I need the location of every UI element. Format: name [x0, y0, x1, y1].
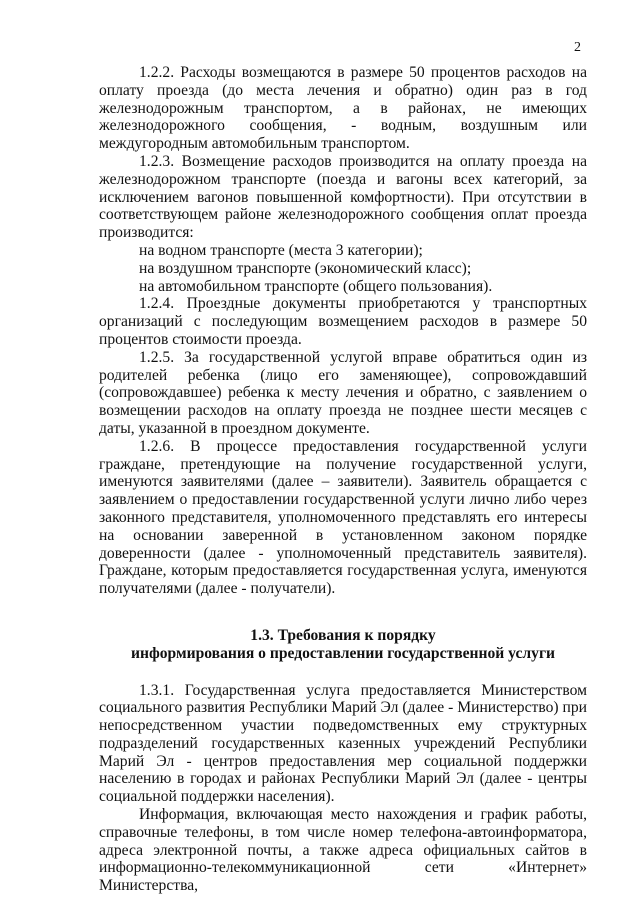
paragraph-1-2-2: 1.2.2. Расходы возмещаются в размере 50 процентов расходов на оплату проезда (до места лечения и обратно) один раз в год железнодорожным транспортом, а в районах, не имеющих железнодорожного сообщения, - водным, воздушным или междугородным автомобильным транспортом. [99, 64, 587, 153]
paragraph-1-3-1: 1.3.1. Государственная услуга предоставляется Министерством социального развития Республики Марий Эл (далее - Министерство) при непосредственном участии подведомственных ему структурных подразделений государственных казенных учреждений Республики Марий Эл - центров предоставления мер социальной поддержки населению в городах и районах Республики Марий Эл (далее - центры социальной поддержки населения). [99, 681, 587, 806]
transport-list-item-auto: на автомобильном транспорте (общего пользования). [139, 277, 493, 295]
paragraph-1-2-3: 1.2.3. Возмещение расходов производится на оплату проезда на железнодорожном транспорте (поезда и вагоны всех категорий, за исключением вагонов повышенной комфортности). При отсутствии в соответствующем районе железнодорожного сообщения оплат проезда производится: [99, 152, 587, 242]
section-heading-line-1: 1.3. Требования к порядку [250, 626, 436, 644]
paragraph-1-2-6: 1.2.6. В процессе предоставления государственной услуги граждане, претендующие на получение государственной услуги, именуются заявителями (далее – заявители). Заявитель обращается с заявлением о предоставлении государственной услуги лично либо через законного представителя, уполномоченного представлять его интересы на основании заверенной в установленном законом порядке доверенности (далее - уполномоченный представитель заявителя). Граждане, которым предоставляется государственная услуга, именуются получателями (далее - получатели). [99, 437, 587, 598]
page-number: 2 [574, 40, 581, 55]
transport-list-item-air: на воздушном транспорте (экономический класс); [139, 259, 472, 277]
page-content [99, 64, 587, 895]
transport-list-item-water: на водном транспорте (места 3 категории); [139, 241, 423, 259]
paragraph-information: Информация, включающая место нахождения и график работы, справочные телефоны, в том числе номер телефона-автоинформатора, адреса электронной почты, а также адреса официальных сайтов в информационно-телекоммуникационной сети «Интернет» Министерства, [99, 806, 587, 895]
paragraph-1-2-4: 1.2.4. Проездные документы приобретаются у транспортных организаций с последующим возмещением расходов в размере 50 процентов стоимости проезда. [99, 295, 587, 348]
spacer [99, 663, 587, 682]
spacer [99, 598, 587, 627]
paragraph-1-2-5: 1.2.5. За государственной услугой вправе обратиться один из родителей ребенка (лицо его заменяющее), сопровождавший (сопровождавшее) ребенка к месту лечения и обратно, с заявлением о возмещении расходов на оплату проезда не позднее шести месяцев с даты, указанной в проездном документе. [99, 348, 587, 437]
section-heading-line-2: информирования о предоставлении государственной услуги [130, 644, 556, 662]
